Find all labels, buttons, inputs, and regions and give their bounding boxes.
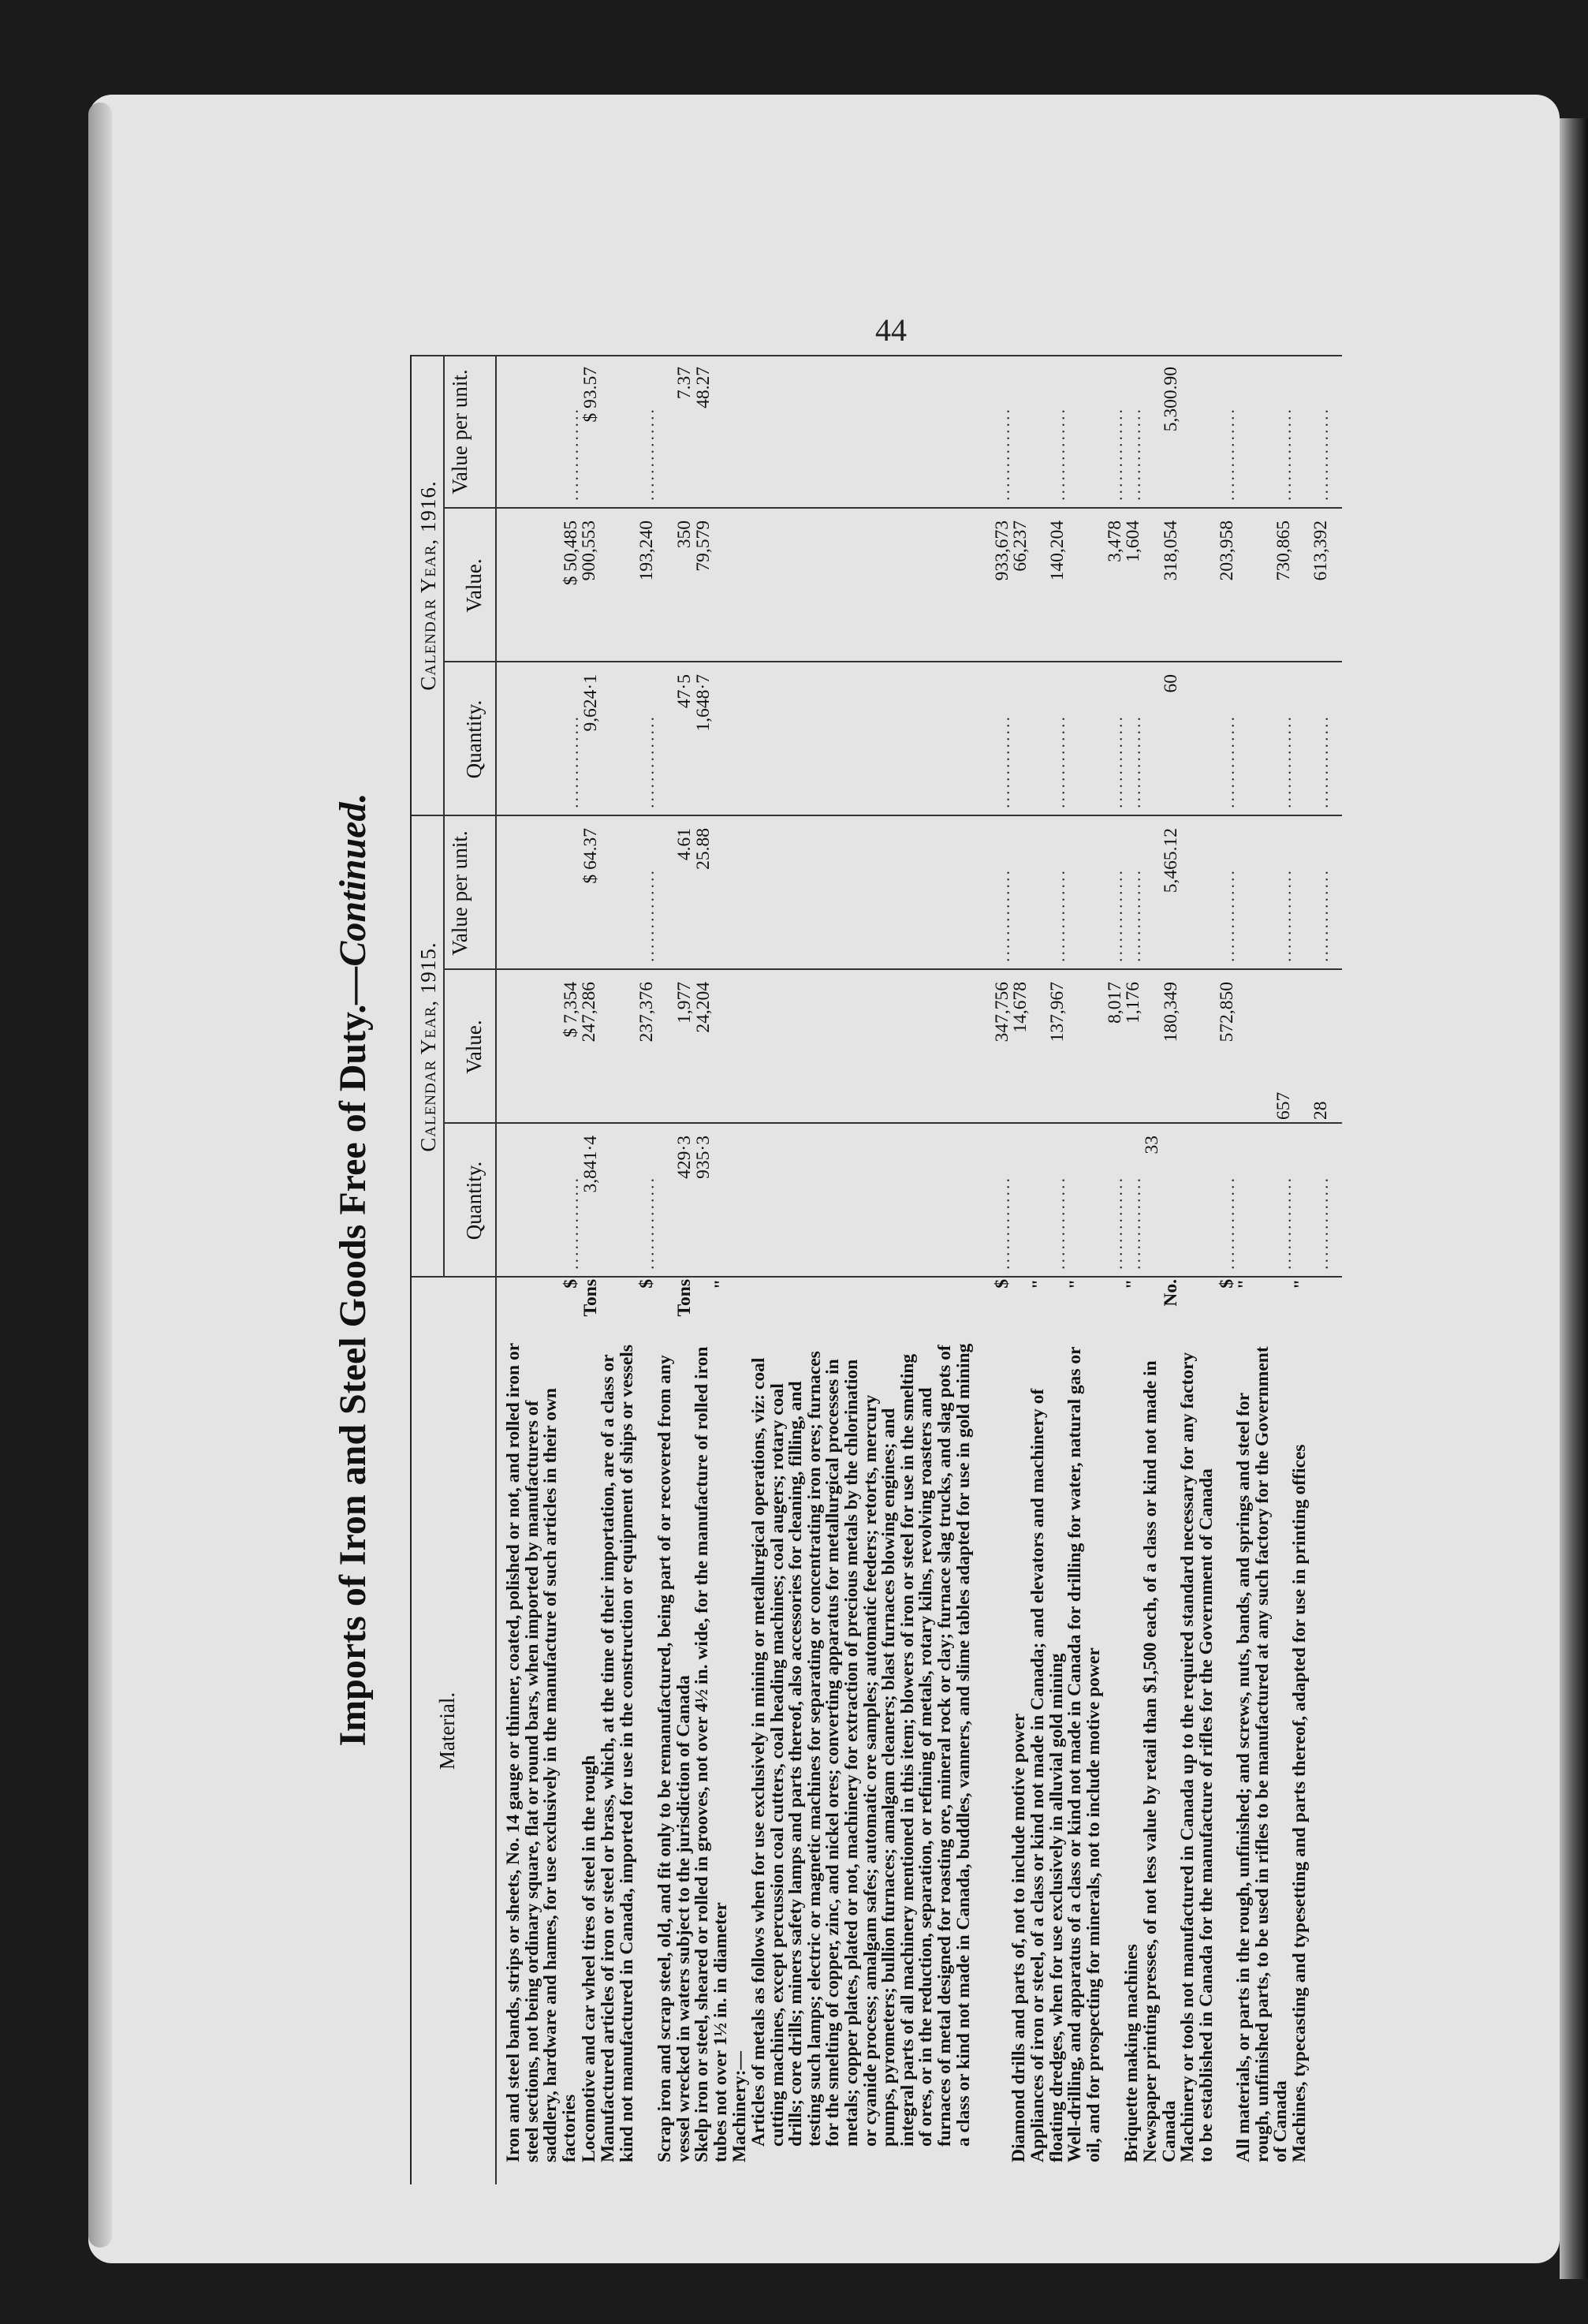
dot-leader: ..............	[638, 1176, 658, 1270]
dot-leader: ..............	[1124, 714, 1144, 808]
row-unit: $	[561, 1279, 581, 1289]
col-rule	[443, 968, 1342, 970]
col-rule	[412, 355, 1342, 356]
dot-leader: ..............	[1275, 714, 1295, 808]
header-material: Material.	[435, 1692, 459, 1770]
header-value-1916: Value.	[462, 558, 486, 613]
row-unit: $	[636, 1279, 657, 1289]
row-material: Newspaper printing presses, of not less value by retail than $1,500 each, of a class or kind not made in Canada	[1140, 1360, 1180, 2162]
dot-leader: ..............	[1049, 1176, 1068, 1270]
v1915: 247,286	[579, 982, 599, 1043]
dot-leader: ..............	[1124, 868, 1144, 962]
row-unit: No.	[1161, 1279, 1181, 1307]
row-material: Iron and steel bands, strips or sheets, No. 14 gauge or thinner, coated, polished or not, and rolled iron or steel sections, not being ordinary square, flat or round bars, when imported by manufacturers of saddlery, hardware and hames, for use exclusively in the manufacture of such articles in their own factories	[503, 1343, 580, 2162]
q1915: 429·3	[674, 1136, 695, 1179]
row-unit: "	[711, 1279, 732, 1290]
row-unit: "	[1123, 1279, 1143, 1290]
dot-leader: ..............	[1106, 868, 1126, 962]
header-quantity-1916: Quantity.	[462, 699, 486, 779]
v1916: 3,478	[1105, 520, 1125, 562]
v1915: 14,678	[1010, 982, 1031, 1033]
header-year-1916: Calendar Year, 1916.	[416, 480, 440, 691]
v1916: 900,553	[579, 520, 599, 581]
row-unit: Tons	[580, 1279, 601, 1317]
u1916: 7.37	[674, 367, 695, 400]
rule-header-bottom	[495, 355, 497, 2184]
q1916: 60	[1161, 674, 1181, 693]
dot-leader: ..............	[562, 1176, 582, 1270]
v1915: 28	[1310, 1101, 1331, 1120]
dot-leader: ..............	[638, 714, 658, 808]
dot-leader: ..............	[1049, 868, 1068, 962]
title-main: Imports of Iron and Steel Goods Free of Duty.	[332, 1004, 374, 1747]
v1916: 66,237	[1010, 520, 1031, 572]
row-unit: Tons	[674, 1279, 695, 1317]
v1916: 350	[674, 520, 695, 549]
col-rule	[443, 507, 1342, 509]
row-material: Well-drilling, and apparatus of a class or kind not made in Canada for drilling for water, natural gas or oil, and for prospecting for minerals, not to include motive power	[1064, 1346, 1104, 2162]
rule-year-header	[443, 355, 445, 1278]
v1915: 180,349	[1161, 982, 1181, 1043]
row-material: Diamond drills and parts of, not to include motive power	[1008, 1713, 1029, 2162]
u1915: 5,465.12	[1161, 828, 1181, 893]
v1916: 933,673	[992, 520, 1012, 581]
row-material: Briquette making machines	[1121, 1944, 1142, 2162]
row-material: Scrap iron and scrap steel, old, and fit only to be remanufactured, being part of or recovered from any vessel wrecked in waters subject to the jurisdiction of Canada	[654, 1355, 694, 2162]
row-unit: "	[1235, 1279, 1255, 1290]
dot-leader: ..............	[1049, 714, 1068, 808]
header-quantity-1915: Quantity.	[462, 1161, 486, 1240]
v1915: 8,017	[1105, 982, 1125, 1024]
dot-leader: ..............	[1275, 407, 1295, 501]
dot-leader: ..............	[1275, 1176, 1295, 1270]
v1915: 1,977	[674, 982, 695, 1024]
dot-leader: ..............	[993, 407, 1013, 501]
dot-leader: ..............	[1124, 1176, 1144, 1270]
u1915: 25.88	[693, 828, 714, 870]
row-unit: $	[992, 1279, 1012, 1289]
dot-leader: ..............	[1312, 407, 1332, 501]
dot-leader: ..............	[1106, 1176, 1126, 1270]
row-material: Machinery or tools not manufactured in Canada up to the required standard necessary for any factory to be established in Canada for the manufacture of rifles for the Government of Canada	[1177, 1352, 1217, 2162]
u1915: $ 64.37	[580, 828, 601, 884]
row-unit: "	[1291, 1279, 1311, 1290]
dot-leader: ..............	[993, 714, 1013, 808]
dot-leader: ..............	[993, 868, 1013, 962]
col-rule	[412, 1276, 1342, 1278]
page-spine-shadow	[88, 103, 112, 2248]
dot-leader: ..............	[1124, 407, 1144, 501]
u1916: $ 93.57	[580, 367, 601, 423]
v1915: $ 7,354	[561, 982, 581, 1038]
v1915: 657	[1273, 1091, 1294, 1120]
v1916: 318,054	[1161, 520, 1181, 581]
v1916: 1,604	[1123, 520, 1143, 562]
v1915: 137,967	[1047, 982, 1068, 1043]
dot-leader: ..............	[562, 714, 582, 808]
dot-leader: ..............	[993, 1176, 1013, 1270]
v1915: 1,176	[1123, 982, 1143, 1024]
row-material: Machinery:—	[729, 2051, 750, 2162]
page-number: 44	[875, 312, 907, 348]
dot-leader: ..............	[1312, 714, 1332, 808]
dot-leader: ..............	[1312, 1176, 1332, 1270]
imports-table	[410, 355, 1342, 2184]
row-material: Appliances of iron or steel, of a class or kind not made in Canada; and elevators and machinery of floating dredges, when for use exclusively in alluvial gold mining	[1027, 1388, 1067, 2162]
row-material: All materials, or parts in the rough, unfinished; and screws, nuts, bands, and springs and steel for rough, unfinished parts, to be used in rifles to be manufactured at any such factory for the Government of Canada	[1233, 1346, 1292, 2162]
q1916: 47·5	[674, 674, 695, 709]
v1916: 730,865	[1273, 520, 1294, 581]
row-material: Locomotive and car wheel tires of steel in the rough	[579, 1755, 599, 2162]
q1916: 1,648·7	[693, 674, 714, 732]
dot-leader: ..............	[1218, 1176, 1238, 1270]
row-material: Machines, typecasting and typesetting and parts thereof, adapted for use in printing offices	[1289, 1444, 1310, 2162]
q1915: 3,841·4	[580, 1136, 601, 1193]
dot-leader: ..............	[1312, 868, 1332, 962]
dot-leader: ..............	[1106, 407, 1126, 501]
header-year-1915: Calendar Year, 1915.	[416, 942, 440, 1152]
dot-leader: ..............	[638, 407, 658, 501]
u1916: 5,300.90	[1161, 367, 1181, 432]
row-material: Articles of metals as follows when for use exclusively in mining or metallurgical operations, viz: coal cutting machines, except percussion coal cutters, coal heading machines; coal augers; rotary coal drills; core drills; miners safety lamps and parts thereof, also accessories for cleaning, filling, and testing such lamps; electric or magnetic machines for separating or concentrating iron ores; furnaces for the smelting of copper, zinc, and nickel ores; converting apparatus for metallurgical processes in metals; copper plates, plated or not, machinery for extraction of precious metals by the chlorination or cyanide process; amalgam safes; automatic ore samples; automatic feeders; retorts, mercury pumps, pyrometers; bullion furnaces; amalgam cleaners; blast furnaces blowing engines; and integral parts of all machinery mentioned in this item; blowers of iron or steel for use in the smelting of ores, or in the reduction, separation, or refining of metals, rotary kilns, revolving roasters and furnaces of metal designed for roasting ore, mineral rock or clay; furnace slag trucks, and slag pots of a class or kind not made in Canada, buddles, vanners, and slime tables adapted for use in gold mining	[748, 1343, 974, 2147]
v1915: 572,850	[1217, 982, 1237, 1043]
dot-leader: ..............	[1049, 407, 1068, 501]
dot-leader: ..............	[1106, 714, 1126, 808]
q1916: 9,624·1	[580, 674, 601, 732]
u1916: 48.27	[693, 367, 714, 408]
row-unit: "	[1029, 1279, 1049, 1290]
page-title	[331, 355, 375, 2184]
row-unit: "	[1066, 1279, 1087, 1290]
dot-leader: ..............	[1218, 868, 1238, 962]
v1916: 613,392	[1310, 520, 1331, 581]
row-material: Manufactured articles of iron or steel or brass, which, at the time of their importation, are of a class or kind not manufactured in Canada, imported for use in the construction or equipment of ships or vessels	[598, 1345, 637, 2162]
v1916: $ 50,485	[561, 520, 581, 586]
header-unit-value-1915: Value per unit.	[448, 830, 472, 956]
header-value-1915: Value.	[462, 1020, 486, 1074]
v1916: 203,958	[1217, 520, 1237, 581]
title-continued: —Continued.	[332, 793, 374, 1005]
col-rule	[412, 815, 1342, 816]
v1915: 347,756	[992, 982, 1012, 1043]
dot-leader: ..............	[1218, 407, 1238, 501]
v1916: 79,579	[693, 520, 714, 572]
v1915: 24,204	[693, 982, 714, 1033]
row-unit: $	[1217, 1279, 1237, 1289]
row-material: Skelp iron or steel, sheared or rolled in grooves, not over 4½ in. wide, for the manufacture of rolled iron tubes not over 1½ in. in diameter	[691, 1346, 731, 2162]
u1915: 4.61	[674, 828, 695, 861]
dot-leader: ..............	[1218, 714, 1238, 808]
v1916: 140,204	[1047, 520, 1068, 581]
rotated-table-page	[331, 134, 1588, 2184]
dot-leader: ..............	[638, 868, 658, 962]
v1916: 193,240	[636, 520, 657, 581]
dot-leader: ..............	[562, 407, 582, 501]
dot-leader: ..............	[1275, 868, 1295, 962]
header-unit-value-1916: Value per unit.	[448, 369, 472, 494]
v1915: 237,376	[636, 982, 657, 1043]
q1915: 33	[1142, 1136, 1162, 1155]
q1915: 935·3	[693, 1136, 714, 1179]
